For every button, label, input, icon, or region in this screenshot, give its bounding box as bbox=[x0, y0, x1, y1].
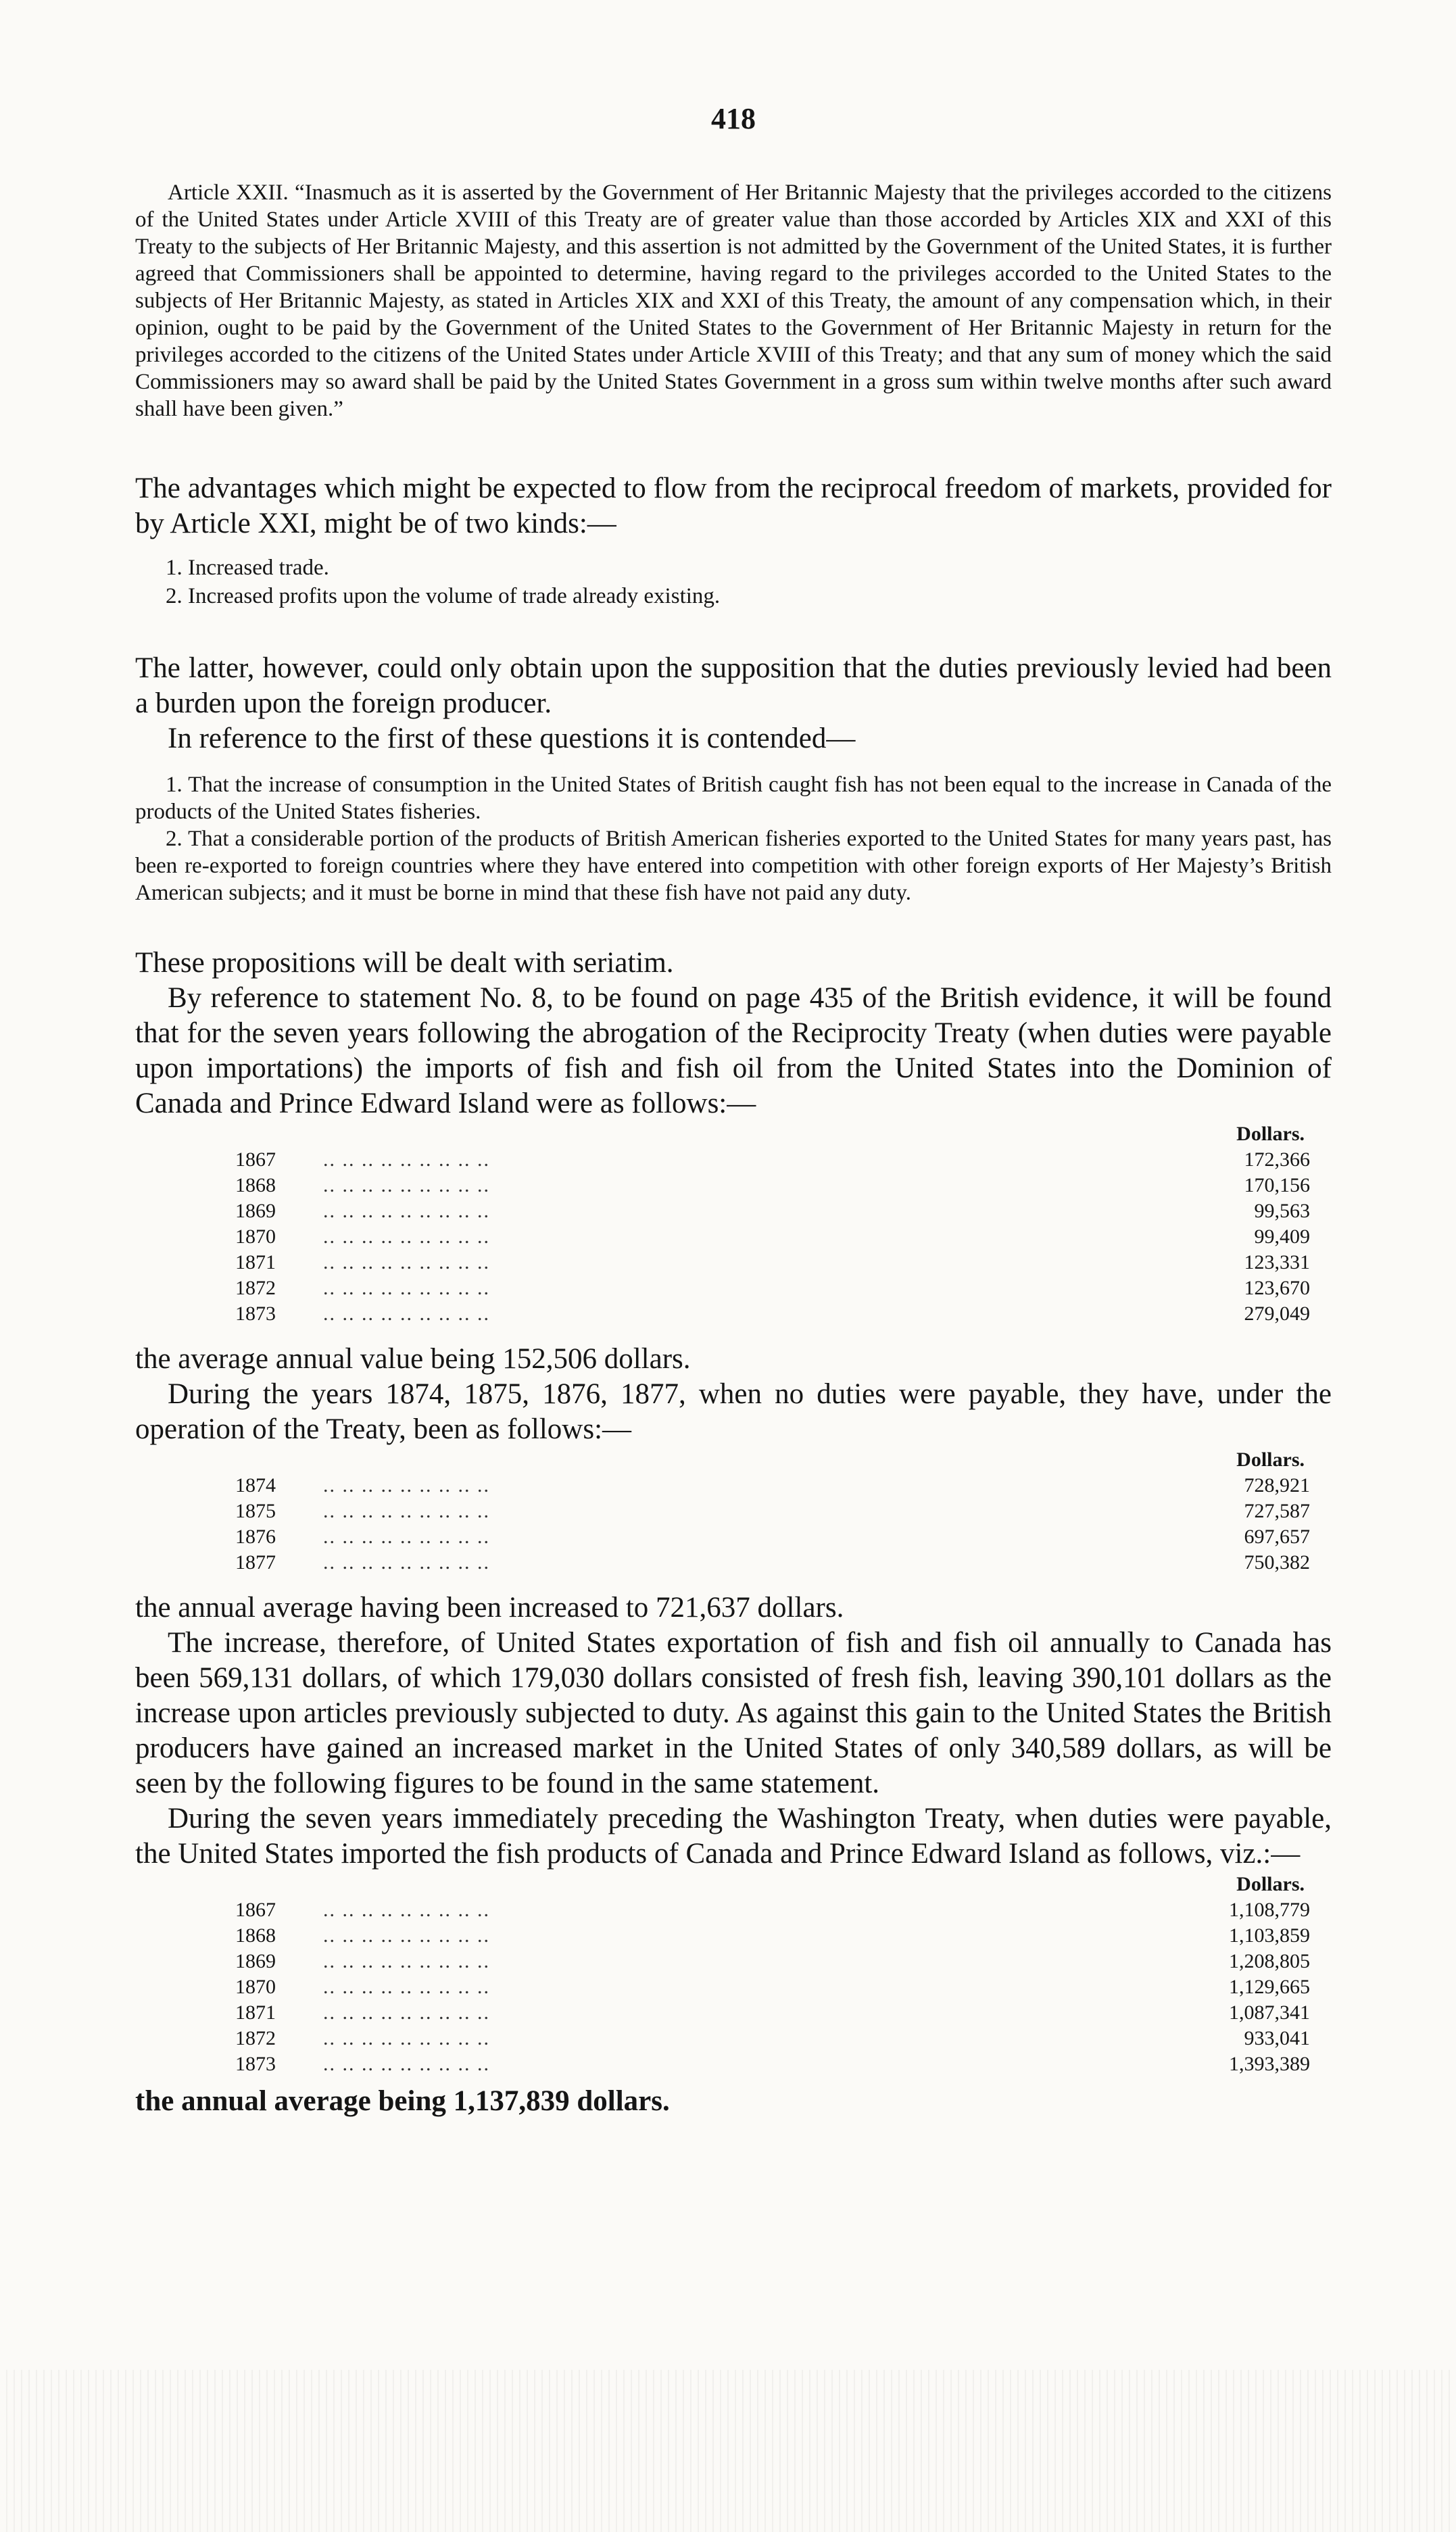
table-row: 1867 .. .. .. .. .. .. .. .. .. 1,108,779 bbox=[235, 1899, 1310, 1921]
paragraph-no-duties: During the years 1874, 1875, 1876, 1877, when no duties were payable, they have, under the operation of the Treaty, been as follows:— bbox=[135, 1378, 1332, 1445]
exports-table-1867-1873 bbox=[235, 1872, 1310, 2077]
table-row: 1869 .. .. .. .. .. .. .. .. .. 1,208,805 bbox=[235, 1950, 1310, 1972]
table-unit-header: Dollars. bbox=[1236, 1873, 1305, 1895]
paragraph-reference: In reference to the first of these questions it is contended— bbox=[168, 723, 856, 754]
paragraph-increase: The increase, therefore, of United States exportation of fish and fish oil annually to Canada has been 569,131 dollars, of which 179,030 dollars consisted of fresh fish, leaving 390,101 dollars as the increase upon articles previously subjected to duty. As against this gain to the United States the British producers have gained an increased market in the United States of only 340,589 dollars, as will be seen by the following figures to be found in the same statement. bbox=[135, 1627, 1332, 1799]
paragraph-seriatim: These propositions will be dealt with seriatim. bbox=[135, 947, 674, 979]
contention-one: 1. That the increase of consumption in the United States of British caught fish has not been equal to the increase in Canada of the products of the United States fisheries. bbox=[135, 773, 1332, 824]
paragraph-final-average: the annual average being 1,137,839 dollars. bbox=[135, 2085, 670, 2117]
table-row: 1867 .. .. .. .. .. .. .. .. .. 172,366 bbox=[235, 1148, 1310, 1171]
document-page bbox=[135, 101, 1332, 2148]
table-row: 1873 .. .. .. .. .. .. .. .. .. 279,049 bbox=[235, 1302, 1310, 1325]
table-unit-header: Dollars. bbox=[1236, 1448, 1305, 1471]
table-row: 1868 .. .. .. .. .. .. .. .. .. 170,156 bbox=[235, 1174, 1310, 1196]
imports-table-1867-1873 bbox=[235, 1121, 1310, 1327]
kinds-list bbox=[135, 554, 1332, 610]
list-item: 2. Increased profits upon the volume of trade already existing. bbox=[166, 584, 721, 608]
table-row: 1877 .. .. .. .. .. .. .. .. .. 750,382 bbox=[235, 1551, 1310, 1574]
contention-two: 2. That a considerable portion of the products of British American fisheries exported to the United States for many years past, has been re-exported to foreign countries where they have entered into competition with other foreign exports of Her Majesty’s British American subjects; and it must be borne in mind that these fish have not paid any duty. bbox=[135, 827, 1332, 905]
table-row: 1873 .. .. .. .. .. .. .. .. .. 1,393,389 bbox=[235, 2053, 1310, 2075]
table-row: 1875 .. .. .. .. .. .. .. .. .. 727,587 bbox=[235, 1500, 1310, 1522]
table-row: 1870 .. .. .. .. .. .. .. .. .. 1,129,665 bbox=[235, 1976, 1310, 1998]
table-row: 1872 .. .. .. .. .. .. .. .. .. 933,041 bbox=[235, 2027, 1310, 2049]
table-row: 1871 .. .. .. .. .. .. .. .. .. 1,087,341 bbox=[235, 2001, 1310, 2024]
paragraph-advantages: The advantages which might be expected to flow from the reciprocal freedom of markets, provided for by Article XXI, might be of two kinds:— bbox=[135, 472, 1332, 539]
scan-noise-texture bbox=[0, 2370, 1456, 2532]
list-item: 1. Increased trade. bbox=[166, 556, 329, 580]
page-number: 418 bbox=[711, 102, 756, 135]
table-row: 1872 .. .. .. .. .. .. .. .. .. 123,670 bbox=[235, 1277, 1310, 1299]
paragraph-average-2: the annual average having been increased to 721,637 dollars. bbox=[135, 1592, 844, 1624]
article-xxii-quote: Article XXII. “Inasmuch as it is asserted by the Government of Her Britannic Majesty that the privileges accorded to the citizens of the United States under Article XVIII of this Treaty are of greater value than those accorded by Articles XIX and XXI of this Treaty to the subjects of Her Britannic Majesty, and this assertion is not admitted by the Government of the United States, it is further agreed that Commissioners shall be appointed to determine, having regard to the privileges accorded to the United States to the subjects of Her Britannic Majesty, as stated in Articles XIX and XXI of this Treaty, the amount of any compensation which, in their opinion, ought to be paid by the Government of the United States to the Government of Her Britannic Majesty in return for the privileges accorded to the citizens of the United States under Article XVIII of this Treaty; and that any sum of money which the said Commissioners may so award shall be paid by the United States Government in a gross sum within twelve months after such award shall have been given.” bbox=[135, 180, 1332, 421]
paragraph-latter: The latter, however, could only obtain upon the supposition that the duties previously levied had been a burden upon the foreign producer. bbox=[135, 652, 1332, 719]
paragraph-statement-no-8: By reference to statement No. 8, to be found on page 435 of the British evidence, it will be found that for the seven years following the abrogation of the Reciprocity Treaty (when duties were payable upon importations) the imports of fish and fish oil from the United States into the Dominion of Canada and Prince Edward Island were as follows:— bbox=[135, 982, 1332, 1119]
paragraph-average-1: the average annual value being 152,506 dollars. bbox=[135, 1343, 691, 1375]
table-row: 1870 .. .. .. .. .. .. .. .. .. 99,409 bbox=[235, 1225, 1310, 1248]
table-row: 1868 .. .. .. .. .. .. .. .. .. 1,103,859 bbox=[235, 1924, 1310, 1947]
table-unit-header: Dollars. bbox=[1236, 1123, 1305, 1145]
paragraph-washington-treaty: During the seven years immediately preceding the Washington Treaty, when duties were payable, the United States imported the fish products of Canada and Prince Edward Island as follows, viz.:— bbox=[135, 1803, 1332, 1870]
table-row: 1876 .. .. .. .. .. .. .. .. .. 697,657 bbox=[235, 1526, 1310, 1548]
table-row: 1869 .. .. .. .. .. .. .. .. .. 99,563 bbox=[235, 1200, 1310, 1222]
table-row: 1874 .. .. .. .. .. .. .. .. .. 728,921 bbox=[235, 1474, 1310, 1496]
imports-table-1874-1877 bbox=[235, 1447, 1310, 1576]
table-row: 1871 .. .. .. .. .. .. .. .. .. 123,331 bbox=[235, 1251, 1310, 1273]
